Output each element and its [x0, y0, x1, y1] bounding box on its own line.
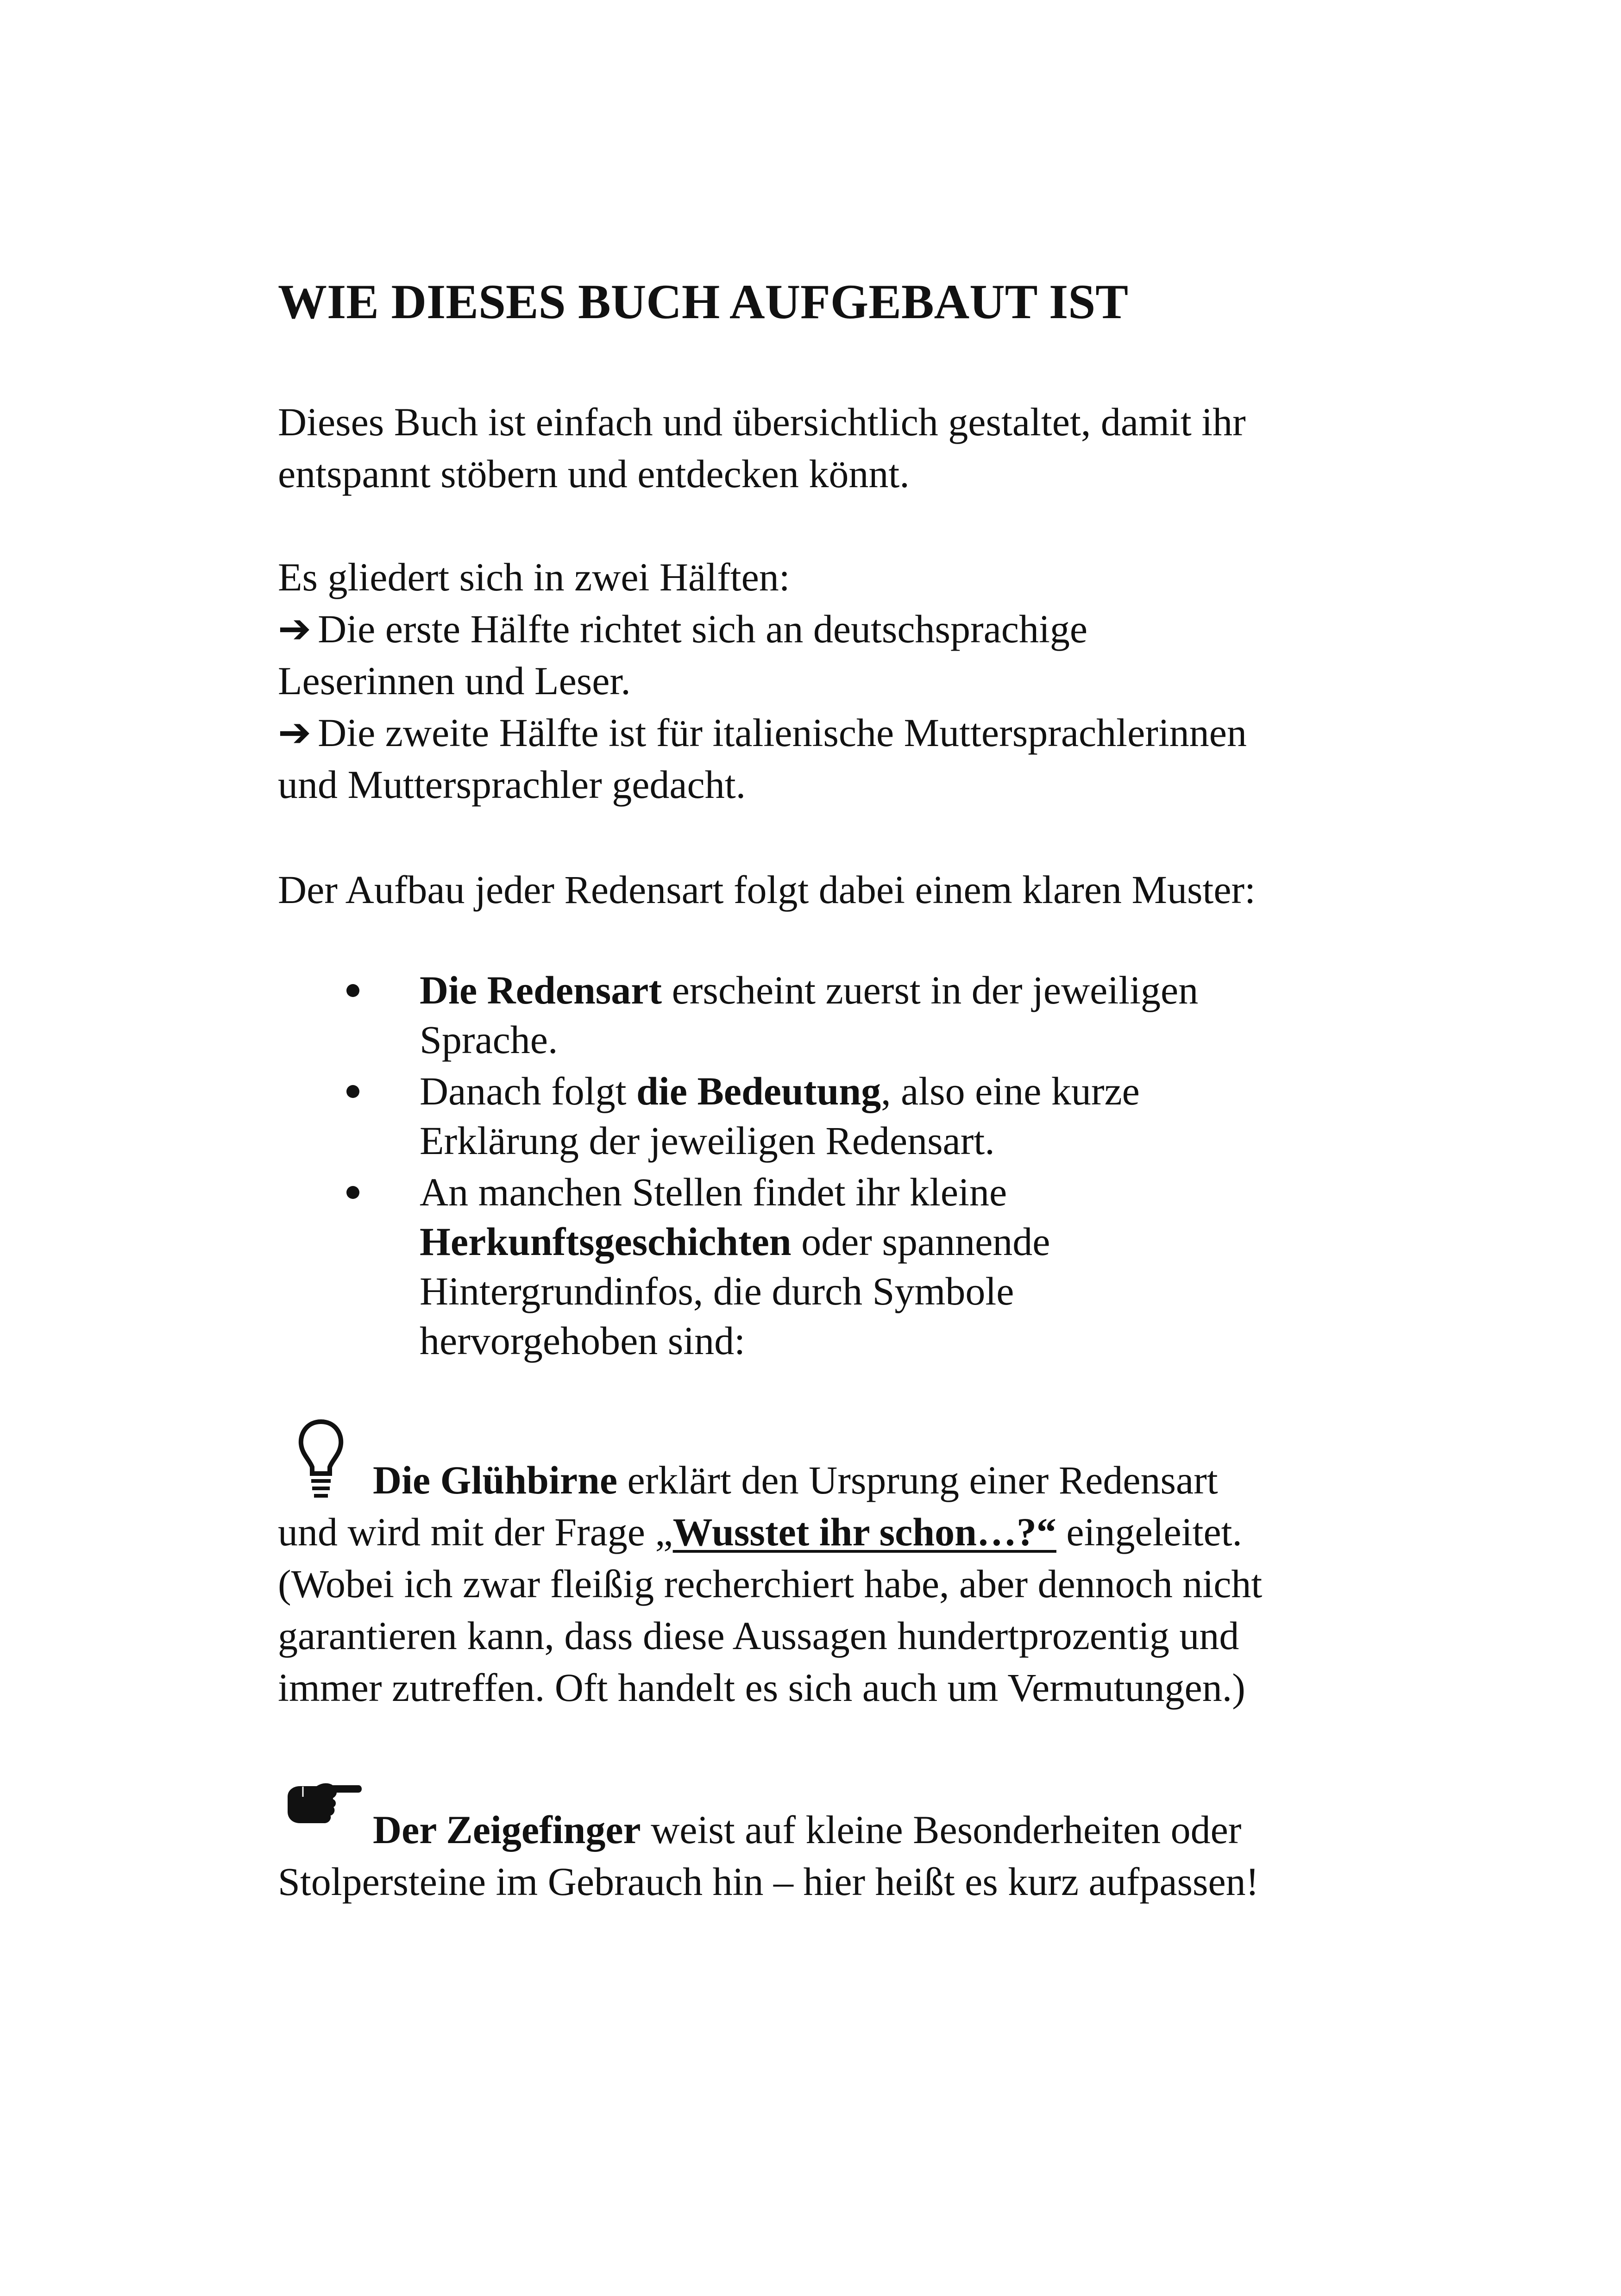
- bullet-icon: [346, 1186, 359, 1199]
- lightbulb-text-3: eingeleitet.: [1056, 1510, 1243, 1554]
- list-item-text: erscheint zuerst in der jeweiligen Sprache.: [420, 968, 1199, 1062]
- list-item-pre: An manchen Stellen findet ihr kleine: [420, 1170, 1007, 1214]
- second-half-line: [278, 707, 1389, 759]
- list-item-text: oder spannende Hintergrundinfos, die durch Symbole hervorgehoben sind:: [420, 1219, 1050, 1363]
- list-item: [278, 966, 1253, 1065]
- second-half-text: Die zweite Hälfte ist für italienische Muttersprachlerinnen: [318, 710, 1247, 755]
- bullet-icon: [346, 1085, 359, 1098]
- arrow-right-icon: ➔: [278, 710, 312, 755]
- intro-line-1: Dieses Buch ist einfach und übersichtlich gestaltet, damit ihr: [278, 400, 1246, 444]
- document-page: [278, 0, 1389, 2296]
- lightbulb-text: erklärt den Ursprung einer Redensart: [617, 1458, 1218, 1502]
- page-title: WIE DIESES BUCH AUFGEBAUT IST: [278, 275, 1128, 329]
- finger-line-2: Stolpersteine im Gebrauch hin – hier heißt es kurz aufpassen!: [278, 1859, 1259, 1904]
- pattern-intro-text: Der Aufbau jeder Redensart folgt dabei einem klaren Muster:: [278, 867, 1256, 912]
- second-half-line-2: und Muttersprachler gedacht.: [278, 762, 746, 807]
- finger-term: Der Zeigefinger: [373, 1807, 641, 1852]
- pattern-list: [278, 966, 1389, 1368]
- list-item-bold: Herkunftsgeschichten: [420, 1219, 792, 1264]
- intro-paragraph: [278, 396, 1389, 500]
- intro-line-2: entspannt stöbern und entdecken könnt.: [278, 452, 910, 496]
- lightbulb-note-1: (Wobei ich zwar fleißig recherchiert habe, aber dennoch nicht: [278, 1562, 1263, 1606]
- bullet-icon: [346, 984, 359, 997]
- list-item-pre: Danach folgt: [420, 1069, 637, 1113]
- pattern-intro: [278, 864, 1389, 916]
- list-item-text: , also eine kurze Erklärung der jeweiligen Redensart.: [420, 1069, 1140, 1163]
- lightbulb-question: Wusstet ihr schon…?“: [672, 1510, 1056, 1554]
- list-item: [278, 1167, 1253, 1366]
- lightbulb-paragraph: [278, 1454, 1389, 1713]
- lightbulb-line-2: [278, 1506, 1389, 1558]
- first-half-text: Die erste Hälfte richtet sich an deutschsprachige: [318, 607, 1088, 651]
- lightbulb-text-2: und wird mit der Frage „: [278, 1510, 673, 1554]
- structure-paragraph: [278, 551, 1389, 810]
- finger-paragraph: [278, 1804, 1389, 1907]
- list-item-bold: Die Redensart: [420, 968, 662, 1012]
- first-half-line-2: Leserinnen und Leser.: [278, 659, 631, 703]
- finger-text: weist auf kleine Besonderheiten oder: [641, 1807, 1242, 1852]
- lightbulb-note-2: garantieren kann, dass diese Aussagen hundertprozentig und: [278, 1613, 1239, 1658]
- list-item-bold: die Bedeutung: [636, 1069, 881, 1113]
- structure-lead: Es gliedert sich in zwei Hälften:: [278, 555, 790, 599]
- lightbulb-note-3: immer zutreffen. Oft handelt es sich auch um Vermutungen.): [278, 1665, 1245, 1710]
- arrow-right-icon: ➔: [278, 607, 312, 651]
- lightbulb-line-1: [278, 1454, 1389, 1506]
- lightbulb-term: Die Glühbirne: [373, 1458, 618, 1502]
- list-item: [278, 1066, 1253, 1166]
- finger-line-1: [278, 1804, 1389, 1856]
- first-half-line: [278, 603, 1389, 655]
